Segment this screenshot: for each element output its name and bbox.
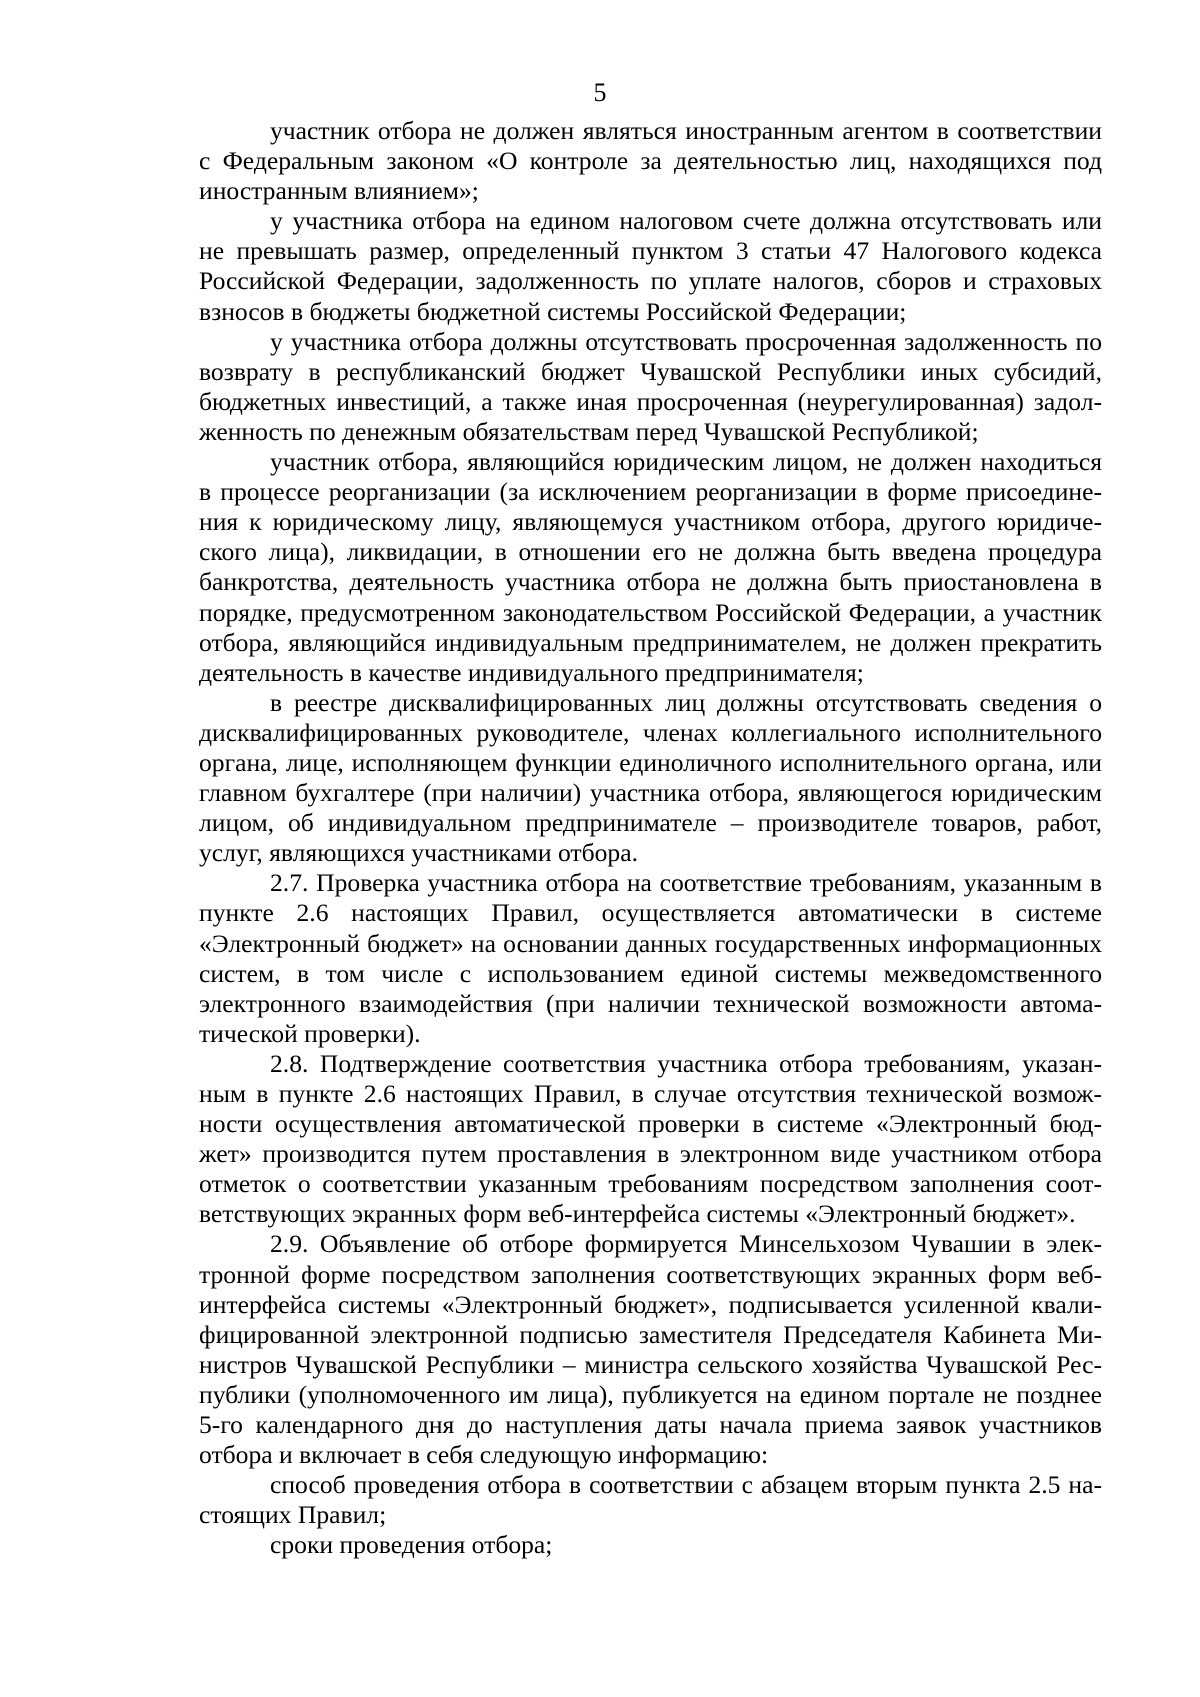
paragraph-selection-dates: сроки проведения отбора;	[270, 1530, 553, 1560]
page-number: 5	[593, 78, 607, 107]
paragraph-overdue-debt: у участника отбора должны отсутствовать просроченная задолженность по возврату в республиканский бюджет Чувашской Республики иных субсидий, бюджетных инвестиций, а также иная просроченная (неурегулированная) задолженность по денежным обязательствам перед Чувашской Республикой;	[199, 326, 1102, 446]
document-body	[199, 116, 1102, 1561]
paragraph-2-7: 2.7. Проверка участника отбора на соответствие требованиям, указанным в пункте 2.6 настоящих Правил, осуществляется автоматически в системе «Электронный бюджет» на основании данных государственных информационных систем, в том числе с использованием единой системы межведомственного электронного взаимодействия (при наличии технической возможности автоматической проверки).	[199, 868, 1102, 1048]
paragraph-reorganization: участник отбора, являющийся юридическим лицом, не должен находиться в процессе реорганизации (за исключением реорганизации в форме присоединения к юридическому лицу, являющемуся участником отбора, другого юридического лица), ликвидации, в отношении его не должна быть введена процедура банкротства, деятельность участника отбора не должна быть приостановлена в порядке, предусмотренном законодательством Российской Федерации, а участник отбора, являющийся индивидуальным предпринимателем, не должен прекратить деятельность в качестве индивидуального предпринимателя;	[199, 447, 1102, 687]
paragraph-selection-method: способ проведения отбора в соответствии с абзацем вторым пункта 2.5 настоящих Правил;	[199, 1470, 1102, 1530]
paragraph-2-8: 2.8. Подтверждение соответствия участника отбора требованиям, указанным в пункте 2.6 настоящих Правил, в случае отсутствия технической возможности осуществления автоматической проверки в системе «Электронный бюджет» производится путем проставления в электронном виде участником отбора отметок о соответствии указанным требованиям посредством заполнения соответствующих экранных форм веб-интерфейса системы «Электронный бюджет».	[199, 1048, 1102, 1229]
paragraph-disqualified-persons: в реестре дисквалифицированных лиц должны отсутствовать сведения о дисквалифицированных руководителе, членах коллегиального исполнительного органа, лице, исполняющем функции единоличного исполнительного органа, или главном бухгалтере (при наличии) участника отбора, являющегося юридическим лицом, об индивидуальном предпринимателе – производителе товаров, работ, услуг, являющихся участниками отбора.	[199, 687, 1102, 868]
paragraph-tax-debt: у участника отбора на едином налоговом счете должна отсутствовать или не превышать размер, определенный пунктом 3 статьи 47 Налогового кодекса Российской Федерации, задолженность по уплате налогов, сборов и страховых взносов в бюджеты бюджетной системы Российской Федерации;	[199, 206, 1102, 326]
paragraph-foreign-agent: участник отбора не должен являться иностранным агентом в соответствии с Федеральным законом «О контроле за деятельностью лиц, находящихся под иностранным влиянием»;	[199, 116, 1102, 206]
paragraph-2-9: 2.9. Объявление об отборе формируется Минсельхозом Чувашии в электронной форме посредством заполнения соответствующих экранных форм веб-интерфейса системы «Электронный бюджет», подписывается усиленной квалифицированной электронной подписью заместителя Председателя Кабинета Министров Чувашской Республики – министра сельского хозяйства Чувашской Республики (уполномоченного им лица), публикуется на едином портале не позднее 5-го календарного дня до наступления даты начала приема заявок участников отбора и включает в себя следующую информацию:	[199, 1229, 1102, 1470]
